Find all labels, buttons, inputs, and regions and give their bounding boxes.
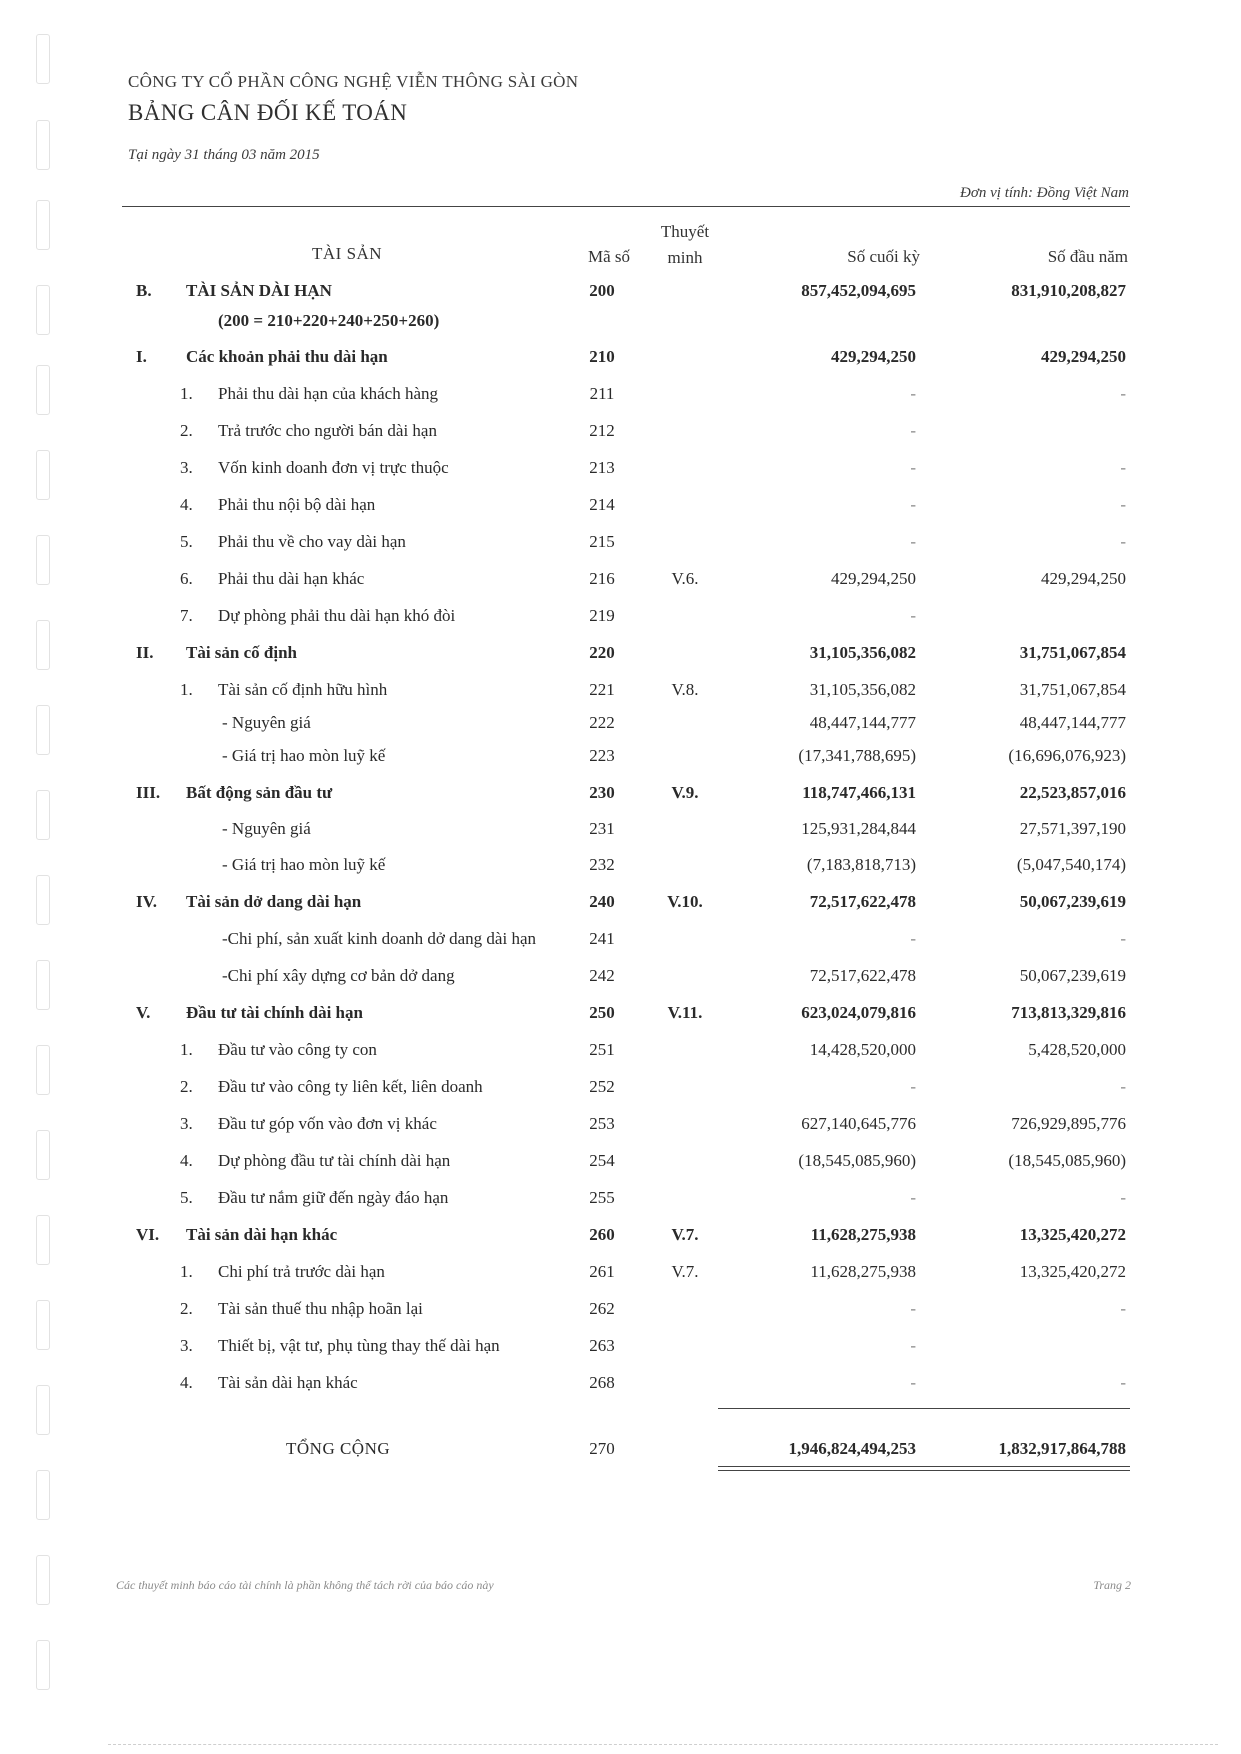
row-end-value: - <box>910 532 916 551</box>
row-begin-value: 50,067,239,619 <box>1019 966 1126 985</box>
row-label: Phải thu về cho vay dài hạn <box>218 532 406 551</box>
currency-unit: Đơn vị tính: Đồng Việt Nam <box>960 185 1129 201</box>
subtotal-rule <box>718 1408 1130 1409</box>
row-end-value: - <box>910 495 916 514</box>
row-begin-value: 5,428,520,000 <box>1028 1040 1126 1059</box>
row-end-value: 31,105,356,082 <box>809 680 916 699</box>
table-row <box>0 887 1241 917</box>
row-end-value: - <box>910 1188 916 1207</box>
row-number: 4. <box>180 1151 193 1170</box>
row-number: 3. <box>180 1114 193 1133</box>
row-number: IV. <box>136 892 157 911</box>
row-code: 231 <box>589 819 615 838</box>
table-row <box>0 1257 1241 1287</box>
total-label: TỔNG CỘNG <box>286 1439 391 1458</box>
table-row <box>0 1183 1241 1213</box>
table-row <box>0 453 1241 483</box>
row-number: 2. <box>180 421 193 440</box>
row-code: 200 <box>589 281 615 300</box>
row-number: B. <box>136 281 152 300</box>
table-row <box>0 564 1241 594</box>
row-label: Phải thu nội bộ dài hạn <box>218 495 376 514</box>
row-begin-value: 726,929,895,776 <box>1011 1114 1126 1133</box>
row-label: Vốn kinh doanh đơn vị trực thuộc <box>218 458 449 477</box>
row-code: 223 <box>589 746 615 765</box>
row-end-value: 623,024,079,816 <box>801 1003 916 1022</box>
row-end-value: - <box>910 1373 916 1392</box>
page-bottom-rule <box>108 1744 1218 1745</box>
binder-mark <box>36 1640 50 1690</box>
row-end-value: 429,294,250 <box>831 347 916 366</box>
row-end-value: 627,140,645,776 <box>801 1114 916 1133</box>
row-end-value: - <box>910 1299 916 1318</box>
row-number: 5. <box>180 532 193 551</box>
total-row <box>0 1434 1241 1464</box>
table-row <box>0 342 1241 372</box>
row-label: - Giá trị hao mòn luỹ kế <box>222 746 386 765</box>
row-end-value: 14,428,520,000 <box>809 1040 916 1059</box>
row-begin-value: 27,571,397,190 <box>1019 819 1126 838</box>
total-end-value: 1,946,824,494,253 <box>788 1439 916 1458</box>
table-row <box>0 1035 1241 1065</box>
row-code: 250 <box>589 1003 615 1022</box>
row-label: Các khoản phải thu dài hạn <box>186 347 388 366</box>
table-row <box>0 924 1241 954</box>
row-label: - Nguyên giá <box>222 713 311 732</box>
row-code: 230 <box>589 783 615 802</box>
row-begin-value: 22,523,857,016 <box>1019 783 1126 802</box>
row-label: Bất động sản đầu tư <box>186 783 333 802</box>
row-code: 221 <box>589 680 615 699</box>
row-end-value: 118,747,466,131 <box>802 783 916 802</box>
column-header-beginning-of-year: Số đầu năm <box>1047 247 1128 266</box>
binder-mark <box>36 34 50 84</box>
row-number: 1. <box>180 680 193 699</box>
row-end-value: 11,628,275,938 <box>810 1262 916 1281</box>
row-label: Dự phòng đầu tư tài chính dài hạn <box>218 1151 451 1170</box>
row-note: V.11. <box>667 1003 703 1022</box>
table-row <box>0 638 1241 668</box>
row-code: 242 <box>589 966 615 985</box>
row-code: 216 <box>589 569 615 588</box>
row-label: Đầu tư góp vốn vào đơn vị khác <box>218 1114 437 1133</box>
row-label: Tài sản cố định hữu hình <box>218 680 388 699</box>
row-code: 211 <box>589 384 615 403</box>
row-number: 2. <box>180 1077 193 1096</box>
table-row <box>0 276 1241 306</box>
row-code: 232 <box>589 855 615 874</box>
row-begin-value: 429,294,250 <box>1041 569 1126 588</box>
row-code: 241 <box>589 929 615 948</box>
column-header-note: Thuyết minh <box>660 222 710 267</box>
table-row <box>0 1109 1241 1139</box>
row-label: Chi phí trả trước dài hạn <box>218 1262 385 1281</box>
row-code: 251 <box>589 1040 615 1059</box>
row-code: 262 <box>589 1299 615 1318</box>
row-end-value: 72,517,622,478 <box>809 966 916 985</box>
row-label: TÀI SẢN DÀI HẠN <box>186 281 332 300</box>
row-end-value: 11,628,275,938 <box>810 1225 916 1244</box>
table-row <box>0 778 1241 808</box>
row-number: 6. <box>180 569 193 588</box>
row-label: (200 = 210+220+240+250+260) <box>218 311 440 330</box>
row-number: 5. <box>180 1188 193 1207</box>
table-row <box>0 379 1241 409</box>
row-label: Tài sản cố định <box>186 643 298 662</box>
row-begin-value: - <box>1120 1077 1126 1096</box>
row-end-value: 31,105,356,082 <box>809 643 916 662</box>
total-double-rule-top <box>718 1466 1130 1467</box>
row-begin-value: - <box>1120 495 1126 514</box>
row-end-value: 429,294,250 <box>831 569 916 588</box>
table-row <box>0 961 1241 991</box>
row-label: Tài sản thuế thu nhập hoãn lại <box>218 1299 423 1318</box>
row-code: 219 <box>589 606 615 625</box>
row-note: V.7. <box>671 1262 699 1281</box>
row-number: 2. <box>180 1299 193 1318</box>
row-label: Đầu tư nắm giữ đến ngày đáo hạn <box>218 1188 449 1207</box>
row-label: Phải thu dài hạn khác <box>218 569 365 588</box>
row-code: 263 <box>589 1336 615 1355</box>
total-double-rule-bottom <box>718 1470 1130 1471</box>
table-row <box>0 1072 1241 1102</box>
table-row <box>0 416 1241 446</box>
row-begin-value: 13,325,420,272 <box>1019 1225 1126 1244</box>
row-begin-value: 13,325,420,272 <box>1019 1262 1126 1281</box>
row-begin-value: 50,067,239,619 <box>1019 892 1126 911</box>
row-note: V.9. <box>671 783 699 802</box>
row-end-value: 72,517,622,478 <box>809 892 916 911</box>
column-header-asset: TÀI SẢN <box>312 244 383 263</box>
table-row <box>0 1220 1241 1250</box>
row-begin-value: (5,047,540,174) <box>1016 855 1126 874</box>
total-code: 270 <box>589 1439 615 1458</box>
binder-mark <box>36 1470 50 1520</box>
row-label: -Chi phí xây dựng cơ bản dở dang <box>222 966 455 985</box>
table-row <box>0 1294 1241 1324</box>
row-end-value: 125,931,284,844 <box>801 819 916 838</box>
table-row <box>0 741 1241 771</box>
row-number: 3. <box>180 458 193 477</box>
table-row <box>0 601 1241 631</box>
column-header-code: Mã số <box>588 247 631 266</box>
row-label: Trả trước cho người bán dài hạn <box>218 421 437 440</box>
row-code: 252 <box>589 1077 615 1096</box>
row-label: Đầu tư tài chính dài hạn <box>186 1003 363 1022</box>
row-begin-value: - <box>1120 1299 1126 1318</box>
table-row <box>0 1331 1241 1361</box>
row-number: V. <box>136 1003 151 1022</box>
row-begin-value: 429,294,250 <box>1041 347 1126 366</box>
row-code: 255 <box>589 1188 615 1207</box>
row-number: VI. <box>136 1225 160 1244</box>
row-note: V.10. <box>667 892 703 911</box>
row-begin-value: - <box>1120 929 1126 948</box>
column-header-end-of-period: Số cuối kỳ <box>847 247 920 266</box>
binder-mark <box>36 120 50 170</box>
row-label: Đầu tư vào công ty con <box>218 1040 377 1059</box>
row-label: Tài sản dài hạn khác <box>218 1373 358 1392</box>
row-code: 261 <box>589 1262 615 1281</box>
row-begin-value: 48,447,144,777 <box>1019 713 1126 732</box>
row-begin-value: - <box>1120 532 1126 551</box>
page-number: Trang 2 <box>1093 1578 1131 1592</box>
row-end-value: - <box>910 384 916 403</box>
row-number: 1. <box>180 1040 193 1059</box>
row-code: 212 <box>589 421 615 440</box>
row-label: Đầu tư vào công ty liên kết, liên doanh <box>218 1077 483 1096</box>
document-title: BẢNG CÂN ĐỐI KẾ TOÁN <box>128 100 408 125</box>
row-number: I. <box>136 347 147 366</box>
table-row <box>0 490 1241 520</box>
row-label: - Giá trị hao mòn luỹ kế <box>222 855 386 874</box>
row-end-value: - <box>910 1077 916 1096</box>
row-end-value: 48,447,144,777 <box>809 713 916 732</box>
row-number: III. <box>136 783 161 802</box>
row-end-value: - <box>910 606 916 625</box>
row-number: 7. <box>180 606 193 625</box>
table-row <box>0 306 1241 336</box>
row-code: 268 <box>589 1373 615 1392</box>
row-begin-value: 713,813,329,816 <box>1011 1003 1126 1022</box>
total-begin-value: 1,832,917,864,788 <box>998 1439 1126 1458</box>
row-label: Thiết bị, vật tư, phụ tùng thay thế dài hạn <box>218 1336 500 1355</box>
row-number: II. <box>136 643 154 662</box>
table-row <box>0 675 1241 705</box>
row-label: Tài sản dở dang dài hạn <box>186 892 362 911</box>
binder-mark <box>36 1555 50 1605</box>
row-end-value: (17,341,788,695) <box>798 746 916 765</box>
row-code: 220 <box>589 643 615 662</box>
row-end-value: (18,545,085,960) <box>798 1151 916 1170</box>
binder-mark <box>36 200 50 250</box>
company-name: CÔNG TY CỔ PHẦN CÔNG NGHỆ VIỄN THÔNG SÀI GÒN <box>128 72 579 91</box>
table-row <box>0 850 1241 880</box>
row-note: V.8. <box>671 680 699 699</box>
row-end-value: (7,183,818,713) <box>806 855 916 874</box>
row-end-value: - <box>910 929 916 948</box>
row-number: 4. <box>180 1373 193 1392</box>
table-row <box>0 998 1241 1028</box>
row-begin-value: 831,910,208,827 <box>1011 281 1126 300</box>
table-row <box>0 814 1241 844</box>
row-code: 215 <box>589 532 615 551</box>
row-begin-value: - <box>1120 1188 1126 1207</box>
table-row <box>0 708 1241 738</box>
row-note: V.7. <box>671 1225 699 1244</box>
report-date: Tại ngày 31 tháng 03 năm 2015 <box>128 147 320 163</box>
row-code: 214 <box>589 495 615 514</box>
row-begin-value: 31,751,067,854 <box>1019 680 1126 699</box>
row-end-value: - <box>910 458 916 477</box>
row-end-value: - <box>910 421 916 440</box>
row-begin-value: - <box>1120 458 1126 477</box>
row-code: 240 <box>589 892 615 911</box>
row-number: 3. <box>180 1336 193 1355</box>
row-end-value: 857,452,094,695 <box>801 281 916 300</box>
row-code: 260 <box>589 1225 615 1244</box>
row-begin-value: 31,751,067,854 <box>1019 643 1126 662</box>
row-code: 254 <box>589 1151 615 1170</box>
row-label: -Chi phí, sản xuất kinh doanh dở dang dài hạn <box>222 929 536 948</box>
row-label: - Nguyên giá <box>222 819 311 838</box>
footnote: Các thuyết minh báo cáo tài chính là phần không thể tách rời của báo cáo này <box>116 1578 494 1592</box>
row-number: 1. <box>180 384 193 403</box>
row-end-value: - <box>910 1336 916 1355</box>
row-begin-value: (16,696,076,923) <box>1008 746 1126 765</box>
row-label: Dự phòng phải thu dài hạn khó đòi <box>218 606 456 625</box>
row-code: 210 <box>589 347 615 366</box>
row-begin-value: - <box>1120 384 1126 403</box>
row-code: 253 <box>589 1114 615 1133</box>
table-row <box>0 1368 1241 1398</box>
row-code: 213 <box>589 458 615 477</box>
row-begin-value: (18,545,085,960) <box>1008 1151 1126 1170</box>
row-label: Tài sản dài hạn khác <box>186 1225 338 1244</box>
row-note: V.6. <box>671 569 699 588</box>
header-rule <box>122 206 1130 207</box>
row-number: 1. <box>180 1262 193 1281</box>
table-row <box>0 527 1241 557</box>
row-number: 4. <box>180 495 193 514</box>
row-label: Phải thu dài hạn của khách hàng <box>218 384 438 403</box>
table-row <box>0 1146 1241 1176</box>
row-code: 222 <box>589 713 615 732</box>
row-begin-value: - <box>1120 1373 1126 1392</box>
